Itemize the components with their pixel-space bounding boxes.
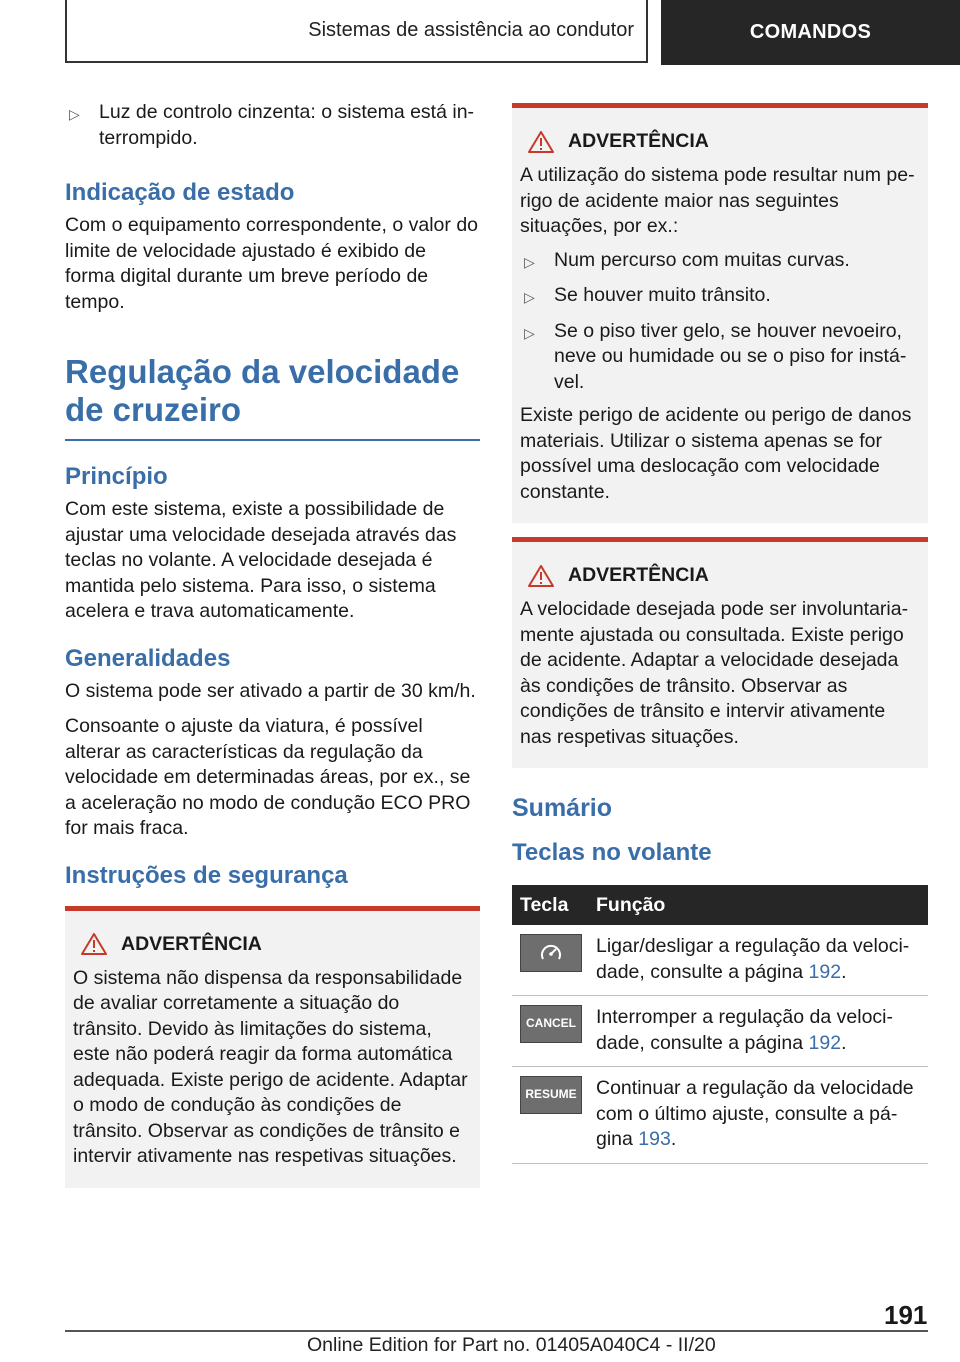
- key-cell: [512, 925, 588, 996]
- warning-label: ADVERTÊNCIA: [568, 564, 709, 586]
- keys-heading: Teclas no volante: [512, 839, 712, 866]
- warning-triangle-icon: [81, 933, 107, 955]
- safety-heading: Instruções de segurança: [65, 861, 348, 889]
- running-header-section: [65, 0, 648, 63]
- general-paragraph-1: O sistema pode ser ativado a partir de 30 km/h.: [65, 679, 476, 702]
- key-cell: [512, 996, 588, 1067]
- function-end: .: [841, 1031, 847, 1054]
- bullet-text: Num percurso com muitas curvas.: [554, 248, 850, 271]
- table-row: [512, 925, 928, 996]
- warning-text: O sistema não dispensa da responsabilidade de avaliar corretamente a situação do trânsito. Devido às limitações do sistema, este não poderá reagir da forma automática adequada. Existe perigo de acidente. Adaptar o modo de condução às condições de trânsito. Observar as condições de trânsito e intervir ativamente nas respetivas situações.: [73, 966, 468, 1167]
- right-column: [512, 103, 928, 1164]
- function-cell: [588, 1067, 928, 1164]
- function-text: Ligar/desligar a regulação da velocidade, consulte a página: [596, 935, 910, 983]
- section-title: Sistemas de assistência ao condutor: [308, 19, 634, 41]
- table-row: [512, 996, 928, 1067]
- left-column: [65, 100, 480, 1188]
- page-link[interactable]: 193: [638, 1128, 671, 1150]
- warning-header: [520, 564, 920, 587]
- table-header-row: [512, 885, 928, 925]
- status-paragraph: Com o equipamento correspondente, o valor do limite de velocidade ajustado é exibido de forma digital durante um breve período de tempo.: [65, 214, 479, 313]
- general-paragraph-2: Consoante o ajuste da viatura, é possível alterar as características da regulação da velocidade em determinadas áreas, por ex., se a aceleração no modo de condução ECO PRO for mais fraca.: [65, 715, 471, 839]
- bullet-triangle-icon: ▷: [69, 106, 80, 122]
- warning-outro: Existe perigo de acidente ou perigo de danos materiais. Utilizar o sistema apenas se for possível uma deslocação com velocidade constante.: [520, 404, 912, 503]
- warning-triangle-icon: [528, 565, 554, 587]
- resume-key: [520, 1076, 582, 1114]
- function-cell: [588, 996, 928, 1067]
- principle-paragraph: Com este sistema, existe a possibilidade de ajustar uma velocidade desejada através das teclas no volante. A velocidade desejada é mantida pelo sistema. Para isso, o sistema acelera e trava automaticamente.: [65, 498, 457, 622]
- footer-edition: Online Edition for Part no. 01405A040C4 - II/20: [307, 1334, 716, 1356]
- summary-heading: Sumário: [512, 794, 613, 822]
- warning-intro: A utilização do sistema pode resultar num perigo de acidente maior nas seguintes situações, por ex.:: [520, 164, 915, 237]
- bullet-triangle-icon: ▷: [524, 289, 535, 305]
- key-label: CANCEL: [526, 1016, 576, 1031]
- function-end: .: [841, 960, 847, 983]
- page-link[interactable]: 192: [808, 1031, 842, 1054]
- footer-divider: [65, 1330, 928, 1332]
- cruise-control-icon: [538, 941, 564, 965]
- cruise-control-key: [520, 934, 582, 972]
- warning-label: ADVERTÊNCIA: [121, 932, 262, 955]
- warning-header: [73, 933, 472, 956]
- warning-list-item: [520, 319, 920, 396]
- bullet-text: Se o piso tiver gelo, se houver nevoeiro, neve ou humidade ou se o piso for instável.: [554, 319, 907, 393]
- warning-header: [520, 130, 920, 153]
- function-text: Continuar a regulação da velocidade com o último ajuste, consulte a página: [596, 1077, 914, 1150]
- key-cell: [512, 1067, 588, 1164]
- warning-box: [512, 103, 928, 523]
- warning-list-item: [520, 283, 920, 311]
- key-label: RESUME: [525, 1087, 577, 1102]
- warning-list-item: [520, 248, 920, 276]
- principle-heading: Princípio: [65, 463, 168, 490]
- bullet-text: Se houver muito trânsito.: [554, 284, 771, 306]
- warning-label: ADVERTÊNCIA: [568, 130, 709, 152]
- column-header-key: Tecla: [512, 885, 588, 925]
- function-text: Interromper a regulação da velocidade, consulte a página: [596, 1006, 893, 1054]
- bullet-text: Luz de controlo cinzenta: o sistema está interrompido.: [99, 101, 475, 149]
- page-number: 191: [884, 1300, 928, 1330]
- bullet-triangle-icon: ▷: [524, 324, 535, 341]
- function-cell: [588, 925, 928, 996]
- warning-box: [512, 537, 928, 768]
- status-heading: Indicação de estado: [65, 179, 295, 206]
- keys-table: [512, 885, 928, 1164]
- warning-box: [65, 906, 480, 1188]
- cancel-key: [520, 1005, 582, 1043]
- page-link[interactable]: 192: [808, 960, 842, 983]
- bullet-item: [65, 100, 480, 151]
- chapter-title: COMANDOS: [749, 21, 872, 43]
- page-title: Regulação da velocidade de cruzeiro: [65, 353, 460, 428]
- function-end: .: [670, 1128, 677, 1150]
- title-divider: [65, 439, 480, 441]
- table-row: [512, 1067, 928, 1164]
- warning-text: A velocidade desejada pode ser involuntariamente ajustada ou consultada. Existe perigo de acidente. Adaptar a velocidade desejada às condições de trânsito. Observar as condições de trânsito e intervir ativamente nas respetivas situações.: [520, 598, 909, 748]
- general-heading: Generalidades: [65, 644, 231, 672]
- warning-triangle-icon: [528, 131, 554, 153]
- column-header-function: Função: [588, 885, 928, 925]
- bullet-triangle-icon: ▷: [524, 253, 535, 270]
- chapter-tab: [661, 0, 960, 65]
